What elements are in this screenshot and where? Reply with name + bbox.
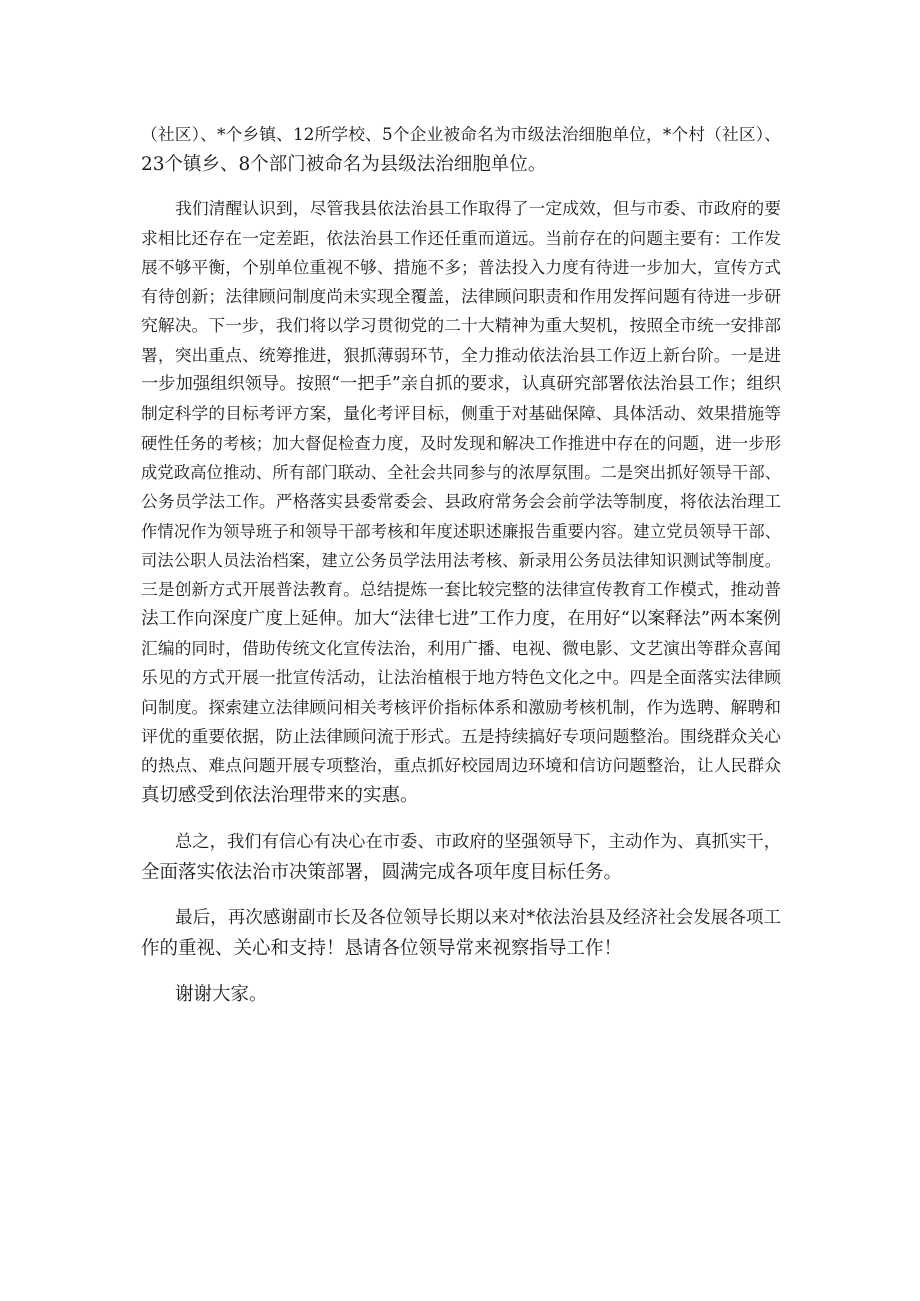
paragraph-3-line-1: 总之，我们有信心有决心在市委、市政府的坚强领导下，主动作为、真抓实干， xyxy=(175,832,781,852)
paragraph-5-line-1: 谢谢大家。 xyxy=(175,984,268,1005)
paragraph-2-line-13: 司法公职人员法治档案，建立公务员学法用法考核、新录用公务员法律知识测试等制度。 xyxy=(141,551,781,570)
paragraph-1-line-2: 23个镇乡、8个部门被命名为县级法治细胞单位。 xyxy=(141,154,547,175)
paragraph-2-line-10: 成党政高位推动、所有部门联动、全社会共同参与的浓厚氛围。二是突出抓好领导干部、 xyxy=(141,463,781,482)
paragraph-2-line-21: 真切感受到依法治理带来的实惠。 xyxy=(141,785,419,806)
paragraph-2-line-6: 署，突出重点、统筹推进，狠抓薄弱环节，全力推动依法治县工作迈上新台阶。一是进 xyxy=(141,345,781,365)
paragraph-2-line-20: 的热点、难点问题开展专项整治，重点抓好校园周边环境和信访问题整治，让人民群众 xyxy=(141,755,781,775)
paragraph-2-line-2: 求相比还存在一定差距，依法治县工作还任重而道远。当前存在的问题主要有：工作发 xyxy=(141,228,781,248)
paragraph-2-line-17: 乐见的方式开展一批宣传活动，让法治植根于地方特色文化之中。四是全面落实法律顾 xyxy=(141,667,781,687)
paragraph-2-line-4: 有待创新；法律顾问制度尚未实现全覆盖，法律顾问职责和作用发挥问题有待进一步研 xyxy=(141,286,781,306)
paragraph-2-line-15: 法工作向深度广度上延伸。加大“法律七进”工作力度，在用好“以案释法”两本案例 xyxy=(141,609,781,629)
paragraph-2-line-8: 制定科学的目标考评方案，量化考评目标，侧重于对基础保障、具体活动、效果措施等 xyxy=(141,403,781,423)
paragraph-2-line-1: 我们清醒认识到，尽管我县依法治县工作取得了一定成效，但与市委、市政府的要 xyxy=(175,198,781,218)
paragraph-2-line-12: 作情况作为领导班子和领导干部考核和年度述职述廉报告重要内容。建立党员领导干部、 xyxy=(141,522,781,541)
paragraph-2-line-11: 公务员学法工作。严格落实县委常委会、县政府常务会会前学法等制度，将依法治理工 xyxy=(141,491,781,511)
paragraph-2-line-3: 展不够平衡，个别单位重视不够、措施不多；普法投入力度有待进一步加大，宣传方式 xyxy=(141,257,781,277)
paragraph-4-line-1: 最后，再次感谢副市长及各位领导长期以来对*依法治县及经济社会发展各项工 xyxy=(175,908,781,928)
paragraph-2-line-5: 究解决。下一步，我们将以学习贯彻党的二十大精神为重大契机，按照全市统一安排部 xyxy=(141,315,781,335)
paragraph-2-line-14: 三是创新方式开展普法教育。总结提炼一套比较完整的法律宣传教育工作模式，推动普 xyxy=(141,579,781,599)
paragraph-1-line-1: （社区）、*个乡镇、12所学校、5个企业被命名为市级法治细胞单位，*个村（社区）、 xyxy=(141,124,781,144)
paragraph-2-line-7: 一步加强组织领导。按照“一把手”亲自抓的要求，认真研究部署依法治县工作；组织 xyxy=(141,374,781,394)
paragraph-2-line-18: 问制度。探索建立法律顾问相关考核评价指标体系和激励考核机制，作为选聘、解聘和 xyxy=(141,697,781,717)
paragraph-3-line-2: 全面落实依法治市决策部署，圆满完成各项年度目标任务。 xyxy=(141,862,623,883)
paragraph-2-line-16: 汇编的同时，借助传统文化宣传法治，利用广播、电视、微电影、文艺演出等群众喜闻 xyxy=(141,638,781,658)
paragraph-2-line-9: 硬性任务的考核；加大督促检查力度，及时发现和解决工作推进中存在的问题，进一步形 xyxy=(141,434,781,453)
paragraph-2-line-19: 评优的重要依据，防止法律顾问流于形式。五是持续搞好专项问题整治。围绕群众关心 xyxy=(141,726,781,746)
paragraph-4-line-2: 作的重视、关心和支持！恳请各位领导常来视察指导工作！ xyxy=(141,938,623,959)
